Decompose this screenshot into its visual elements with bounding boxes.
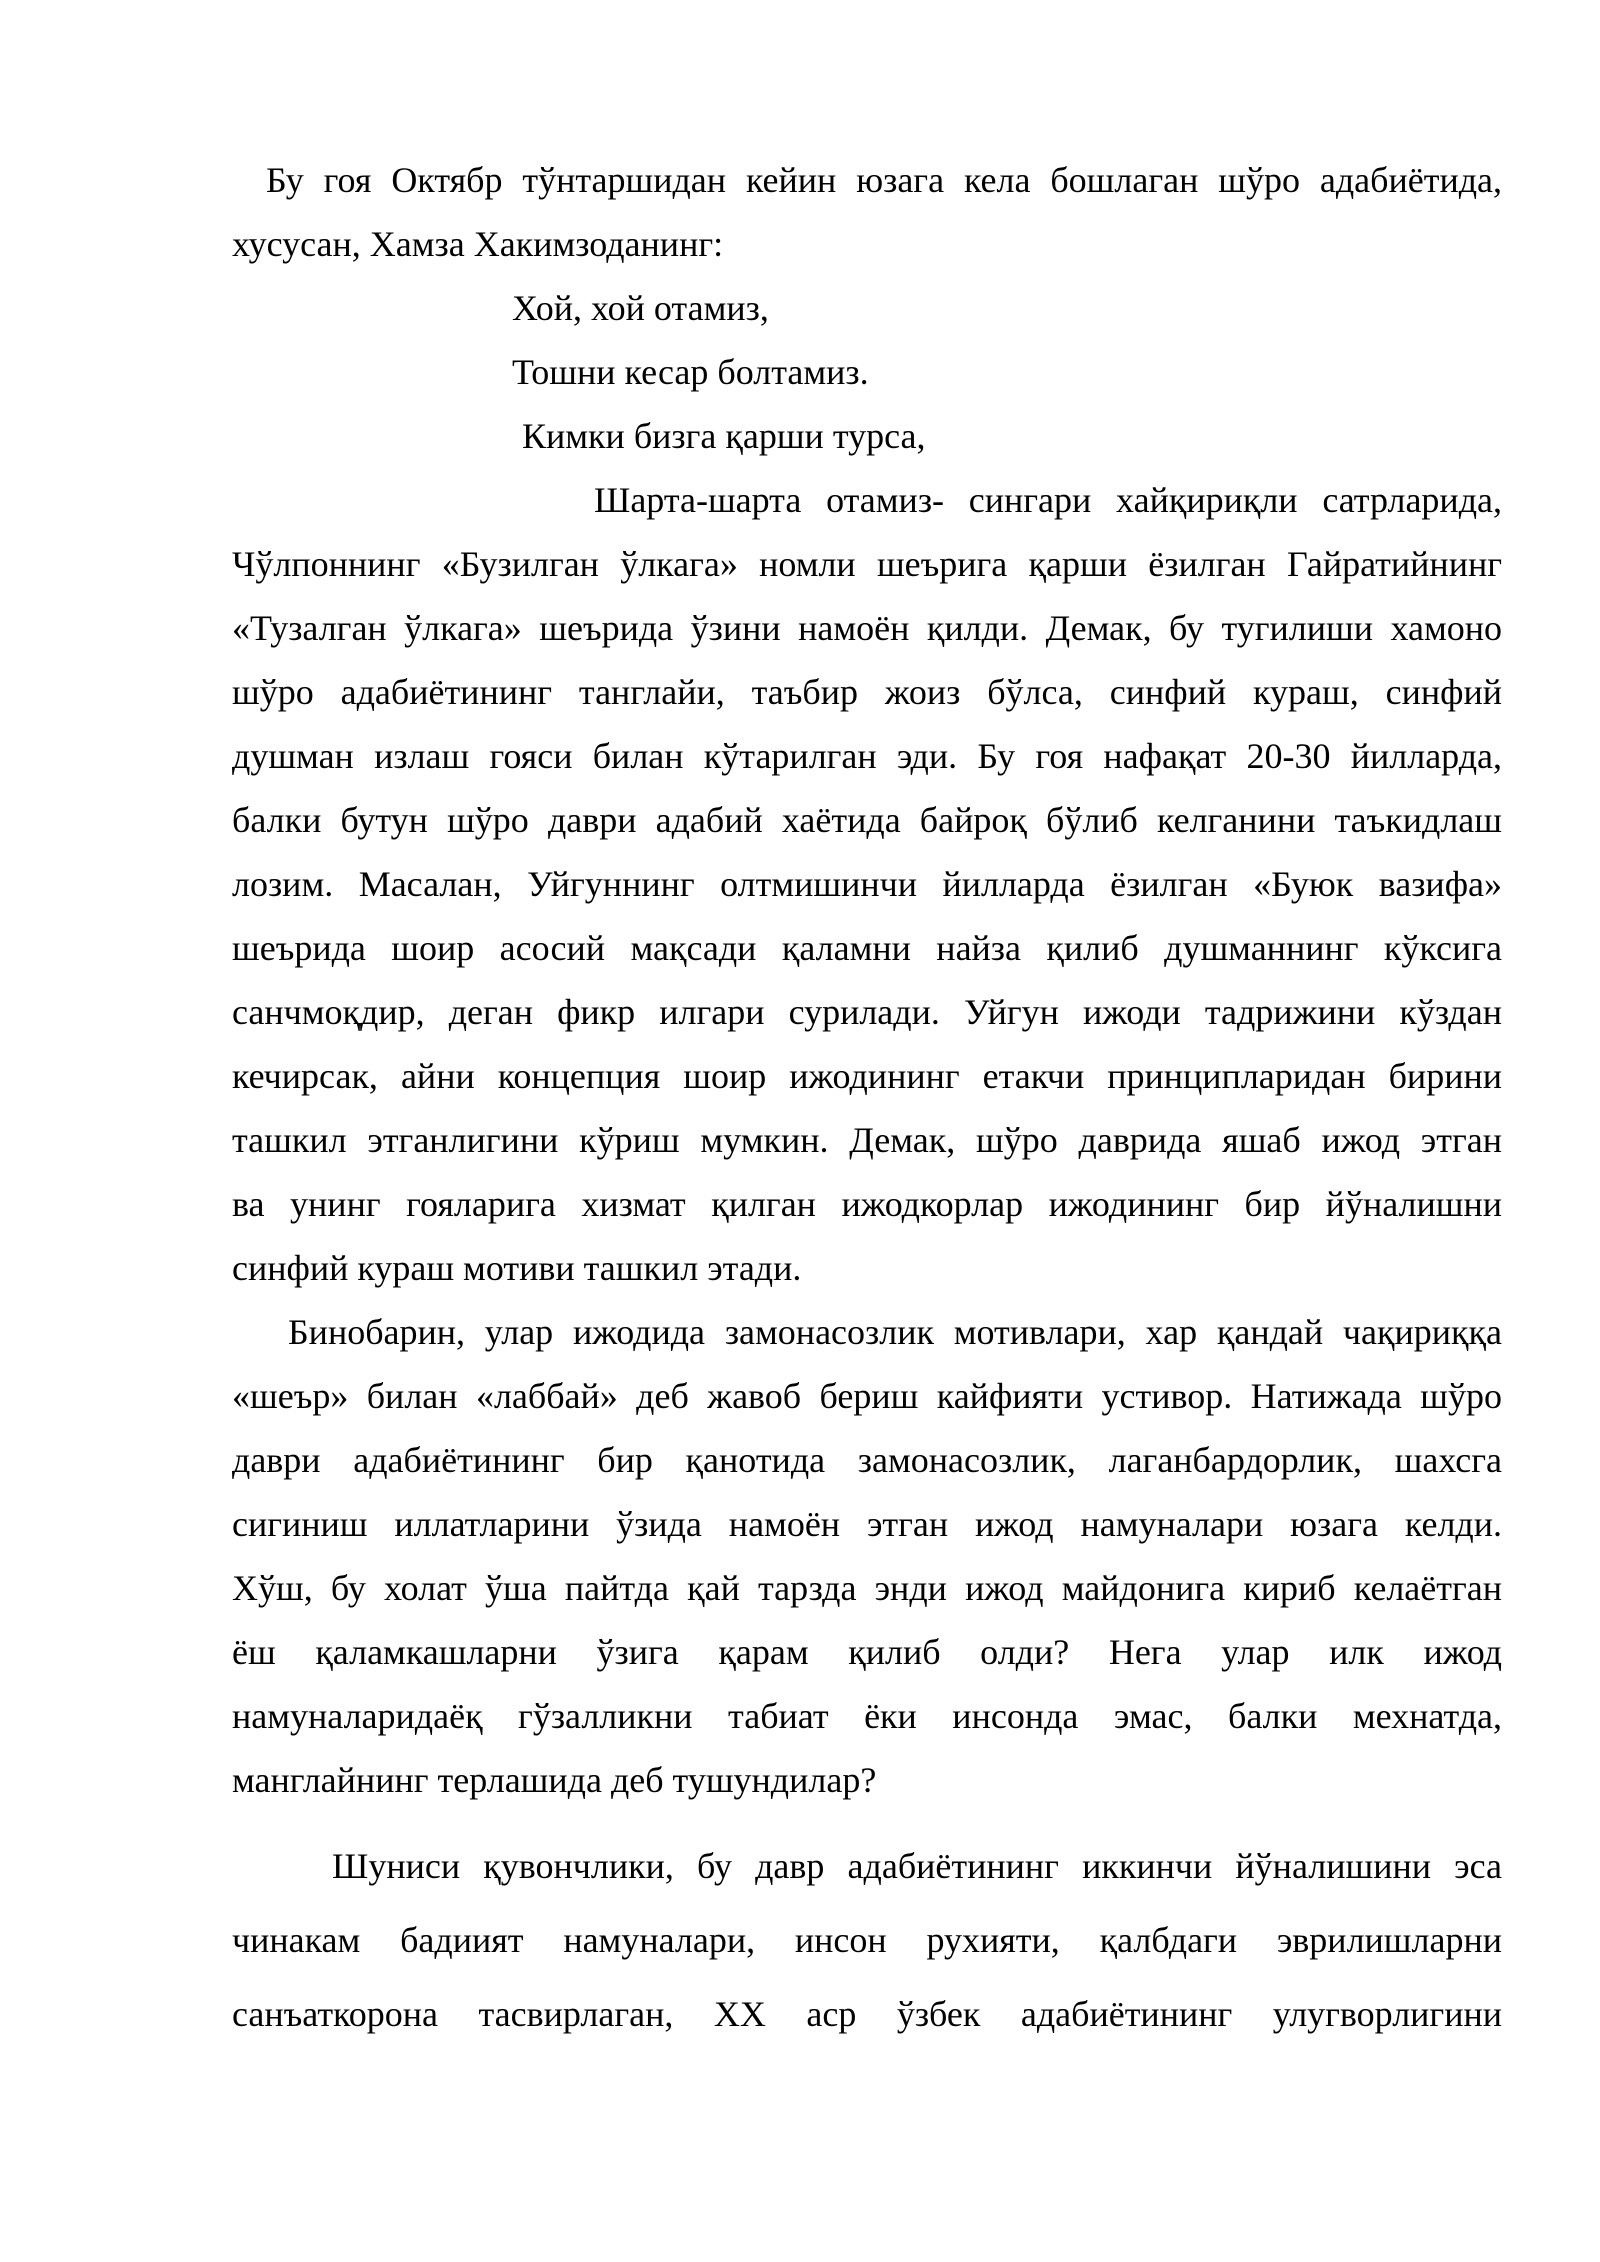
paragraph-line: сигиниш иллатларини ўзида намоён этган ижод намуналари юзага келди. <box>232 1504 1502 1544</box>
poem-line: Тошни кесар болтамиз. <box>512 352 869 392</box>
paragraph-line: синфий кураш мотиви ташкил этади. <box>232 1248 802 1288</box>
paragraph-line: чинакам бадиият намуналари, инсон рухияти, қалбдаги эврилишларни <box>232 1920 1502 1960</box>
paragraph-line: Бу гоя Октябр тўнтаршидан кейин юзага кела бошлаган шўро адабиётида, <box>266 160 1502 200</box>
paragraph-line: санчмоқдир, деган фикр илгари сурилади. Уйгун ижоди тадрижини кўздан <box>232 992 1502 1032</box>
paragraph-line: хусусан, Хамза Хакимзоданинг: <box>232 224 724 264</box>
paragraph-line: ёш қаламкашларни ўзига қарам қилиб олди? Нега улар илк ижод <box>232 1632 1502 1672</box>
paragraph-line: кечирсак, айни концепция шоир ижодининг етакчи принципларидан бирини <box>232 1056 1502 1096</box>
paragraph-line: санъаткорона тасвирлаган, ХХ аср ўзбек адабиётининг улугворлигини <box>232 1994 1502 2034</box>
paragraph-line: балки бутун шўро даври адабий хаётида байроқ бўлиб келганини таъкидлаш <box>232 800 1502 840</box>
paragraph-line: лозим. Масалан, Уйгуннинг олтмишинчи йилларда ёзилган «Буюк вазифа» <box>232 864 1502 904</box>
paragraph-line: манглайнинг терлашида деб тушундилар? <box>232 1760 877 1800</box>
poem-line: Кимки бизга қарши турса, <box>522 416 926 456</box>
paragraph-line: Чўлпоннинг «Бузилган ўлкага» номли шеърига қарши ёзилган Гайратийнинг <box>232 544 1502 584</box>
paragraph-line: ва унинг гояларига хизмат қилган ижодкорлар ижодининг бир йўналишни <box>232 1184 1502 1224</box>
paragraph-line: «Тузалган ўлкага» шеърида ўзини намоён қилди. Демак, бу тугилиши хамоно <box>232 608 1502 648</box>
paragraph-line: намуналаридаёқ гўзалликни табиат ёки инсонда эмас, балки мехнатда, <box>232 1696 1502 1736</box>
paragraph-line: шеърида шоир асосий мақсади қаламни найза қилиб душманнинг кўксига <box>232 928 1502 968</box>
paragraph-line: шўро адабиётининг танглайи, таъбир жоиз бўлса, синфий кураш, синфий <box>232 672 1502 712</box>
paragraph-line: «шеър» билан «лаббай» деб жавоб бериш кайфияти устивор. Натижада шўро <box>232 1376 1502 1416</box>
paragraph-line: Хўш, бу холат ўша пайтда қай тарзда энди ижод майдонига кириб келаётган <box>232 1568 1502 1608</box>
paragraph-line: Бинобарин, улар ижодида замонасозлик мотивлари, хар қандай чақириққа <box>288 1312 1502 1352</box>
paragraph-line: ташкил этганлигини кўриш мумкин. Демак, шўро даврида яшаб ижод этган <box>232 1120 1502 1160</box>
poem-line: Шарта-шарта отамиз- сингари хайқириқли сатрларида, <box>594 480 1502 520</box>
poem-line: Хой, хой отамиз, <box>512 288 769 328</box>
paragraph-line: даври адабиётининг бир қанотида замонасозлик, лаганбардорлик, шахсга <box>232 1440 1502 1480</box>
paragraph-line: Шуниси қувончлики, бу давр адабиётининг иккинчи йўналишини эса <box>332 1846 1502 1886</box>
paragraph-line: душман излаш гояси билан кўтарилган эди. Бу гоя нафақат 20-30 йилларда, <box>232 736 1502 776</box>
